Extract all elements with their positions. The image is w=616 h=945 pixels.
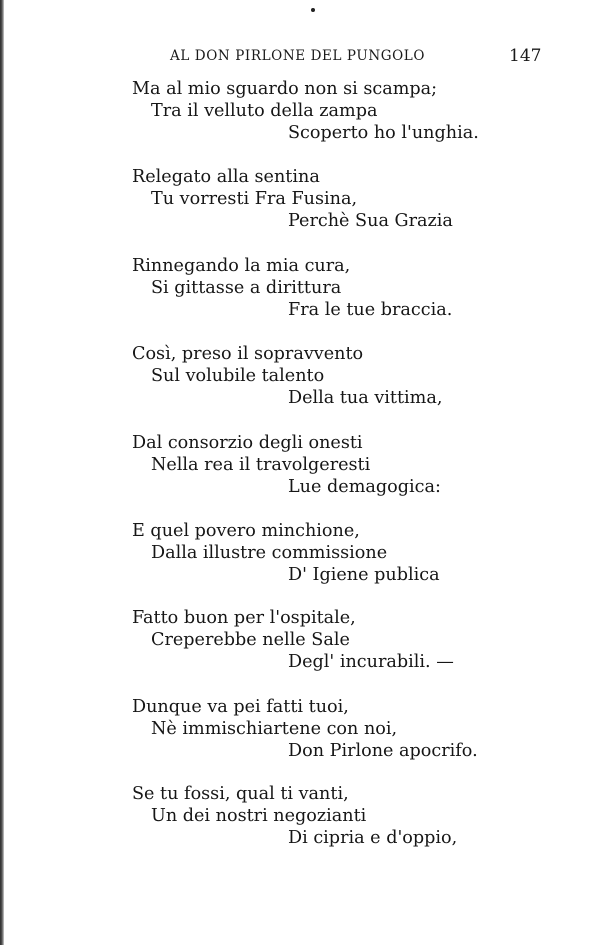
verse-line: Perchè Sua Grazia (288, 211, 453, 231)
verse-line: Della tua vittima, (288, 388, 443, 408)
verse-line: Degl' incurabili. — (288, 652, 454, 672)
verse-line: Di cipria e d'oppio, (288, 828, 458, 848)
verse-line: Fatto buon per l'ospitale, (132, 608, 356, 628)
verse-line: Si gittasse a dirittura (151, 278, 342, 298)
verse-line: Relegato alla sentina (132, 167, 320, 187)
verse-line: Rinnegando la mia cura, (132, 256, 351, 276)
page-number: 147 (509, 46, 542, 66)
verse-line: Se tu fossi, qual ti vanti, (132, 784, 349, 804)
verse-line: Tra il velluto della zampa (151, 101, 378, 121)
verse-line: Tu vorresti Fra Fusina, (151, 189, 358, 209)
verse-line: Un dei nostri negozianti (151, 806, 367, 826)
verse-line: Don Pirlone apocrifo. (288, 741, 478, 761)
verse-line: Ma al mio sguardo non si scampa; (132, 79, 438, 99)
verse-line: Sul volubile talento (151, 366, 325, 386)
verse-line: Dunque va pei fatti tuoi, (132, 697, 349, 717)
verse-line: Nè immischiartene con noi, (151, 719, 398, 739)
verse-line: E quel povero minchione, (132, 521, 360, 541)
verse-line: Dalla illustre commissione (151, 543, 388, 563)
verse-line: Fra le tue braccia. (288, 300, 453, 320)
verse-line: Scoperto ho l'unghia. (288, 123, 479, 143)
verse-line: Così, preso il sopravvento (132, 344, 364, 364)
running-title: AL DON PIRLONE DEL PUNGOLO (170, 48, 426, 64)
verse-line: D' Igiene publica (288, 565, 440, 585)
verse-line: Nella rea il travolgeresti (151, 455, 371, 475)
verse-line: Creperebbe nelle Sale (151, 630, 350, 650)
verse-line: Lue demagogica: (288, 477, 441, 497)
verse-line: Dal consorzio degli onesti (132, 433, 363, 453)
